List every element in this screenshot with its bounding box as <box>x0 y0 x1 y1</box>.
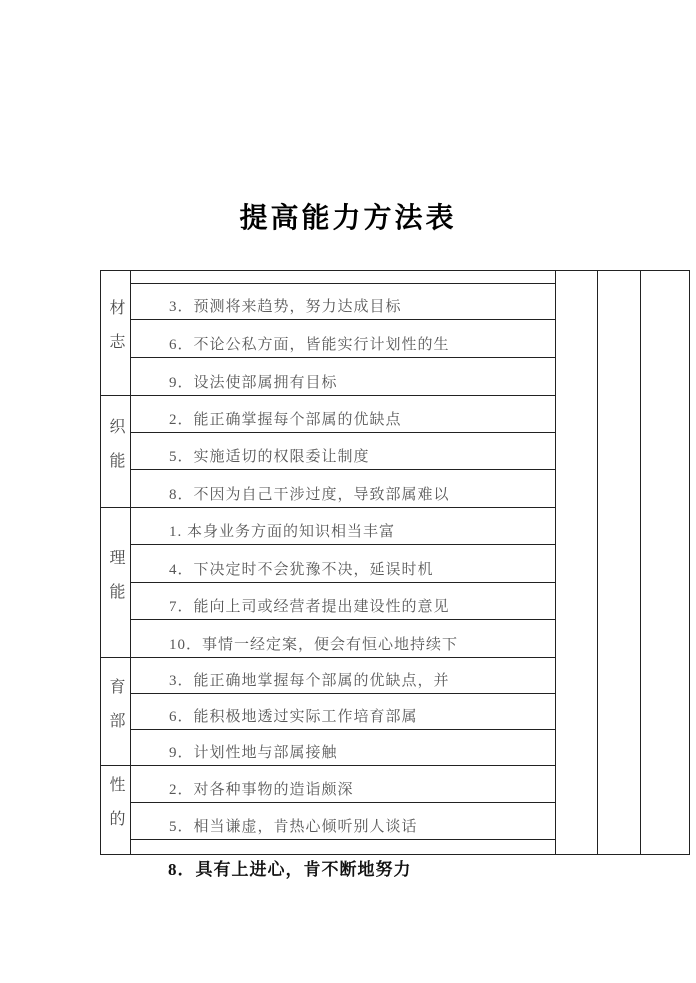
table-row: 1. 本身业务方面的知识相当丰富 <box>131 508 555 545</box>
table-row: 6．能积极地透过实际工作培育部属 <box>131 694 555 730</box>
category-cell <box>101 271 130 396</box>
table-row: 7．能向上司或经营者提出建设性的意见 <box>131 583 555 620</box>
overflow-row-text: 8．具有上进心，肯不断地努力 <box>168 860 412 879</box>
table-row: 3．能正确地掌握每个部属的优缺点，并 <box>131 658 555 694</box>
category-cell <box>101 396 130 508</box>
table-row: 2．能正确掌握每个部属的优缺点 <box>131 396 555 433</box>
table-vertical-border <box>555 270 556 855</box>
category-label: 育部 <box>107 677 124 746</box>
table-row: 9．计划性地与部属接触 <box>131 730 555 766</box>
table-vertical-border <box>640 270 641 855</box>
category-cell <box>101 658 130 766</box>
table-row: 10．事情一经定案，便会有恒心地持续下 <box>131 620 555 658</box>
category-cell <box>101 508 130 658</box>
document-title: 提高能力方法表 <box>239 201 457 234</box>
table-row: 4．下决定时不会犹豫不决，延误时机 <box>131 545 555 583</box>
table-row: 3．预测将来趋势，努力达成目标 <box>131 283 555 320</box>
table-row: 2．对各种事物的造诣颇深 <box>131 766 555 803</box>
category-label: 织能 <box>107 417 124 486</box>
category-label: 性的 <box>107 776 124 844</box>
category-cell <box>101 766 130 854</box>
table-row: 5．相当谦虚，肯热心倾听别人谈话 <box>131 803 555 840</box>
category-label: 理能 <box>107 548 124 617</box>
table-row: 6．不论公私方面，皆能实行计划性的生 <box>131 320 555 358</box>
table-row: 8．不因为自己干涉过度，导致部属难以 <box>131 470 555 508</box>
table-vertical-border <box>597 270 598 855</box>
category-label: 材志 <box>107 299 124 367</box>
table-row: 5．实施适切的权限委让制度 <box>131 433 555 470</box>
table-row: 9．设法使部属拥有目标 <box>131 358 555 396</box>
